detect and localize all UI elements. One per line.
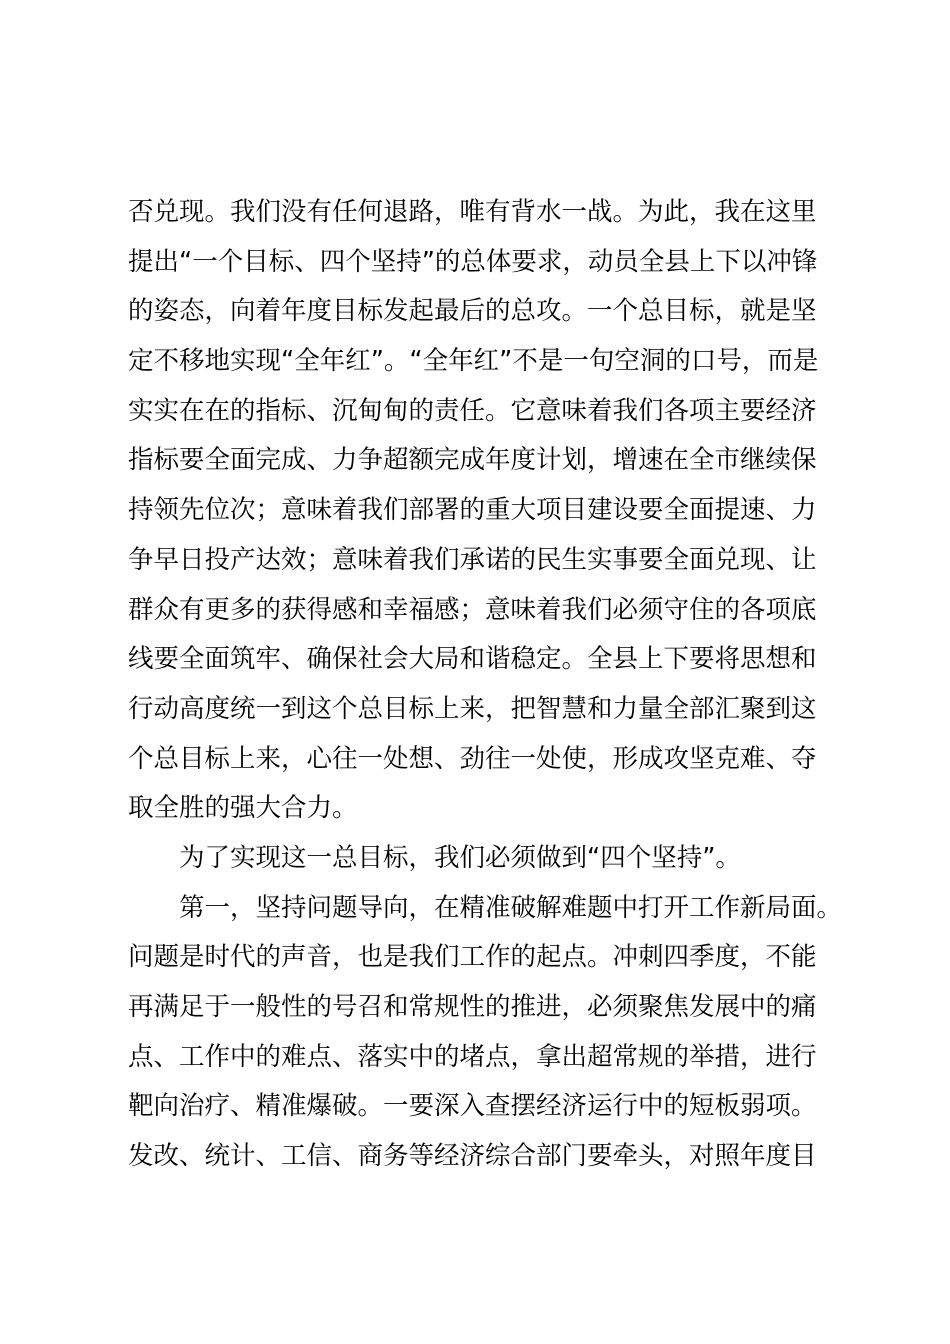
text-line: 指标要全面完成、力争超额完成年度计划，增速在全市继续保 xyxy=(128,445,817,476)
text-line: 个总目标上来，心往一处想、劲往一处使，形成攻坚克难、夺 xyxy=(128,743,817,774)
body-text xyxy=(128,188,848,1182)
text-line: 问题是时代的声音，也是我们工作的起点。冲刺四季度，不能 xyxy=(128,942,817,973)
text-line: 持领先位次；意味着我们部署的重大项目建设要全面提速、力 xyxy=(128,495,817,526)
text-line: 点、工作中的难点、落实中的堵点，拿出超常规的举措，进行 xyxy=(128,1041,817,1072)
text-line: 行动高度统一到这个总目标上来，把智慧和力量全部汇聚到这 xyxy=(128,693,817,724)
text-line: 取全胜的强大合力。 xyxy=(128,793,358,824)
paragraph-start-line: 为了实现这一总目标，我们必须做到“四个坚持”。 xyxy=(179,842,741,873)
text-line: 否兑现。我们没有任何退路，唯有背水一战。为此，我在这里 xyxy=(128,197,817,227)
text-line: 提出“一个目标、四个坚持”的总体要求，动员全县上下以冲锋 xyxy=(128,246,818,277)
text-line: 定不移地实现“全年红”。“全年红”不是一句空洞的口号，而是 xyxy=(128,346,819,377)
text-line: 发改、统计、工信、商务等经济综合部门要牵头，对照年度目 xyxy=(128,1141,817,1172)
text-line: 靶向治疗、精准爆破。一要深入查摆经济运行中的短板弱项。 xyxy=(128,1091,817,1122)
text-line: 再满足于一般性的号召和常规性的推进，必须聚焦发展中的痛 xyxy=(128,992,817,1022)
text-line: 线要全面筑牢、确保社会大局和谐稳定。全县上下要将思想和 xyxy=(128,644,817,675)
text-line: 实实在在的指标、沉甸甸的责任。它意味着我们各项主要经济 xyxy=(128,395,817,426)
text-line: 的姿态，向着年度目标发起最后的总攻。一个总目标，就是坚 xyxy=(128,296,817,327)
paragraph-start-line: 第一，坚持问题导向，在精准破解难题中打开工作新局面。 xyxy=(179,892,843,923)
text-line: 争早日投产达效；意味着我们承诺的民生实事要全面兑现、让 xyxy=(128,544,817,575)
text-line: 群众有更多的获得感和幸福感；意味着我们必须守住的各项底 xyxy=(128,594,817,625)
